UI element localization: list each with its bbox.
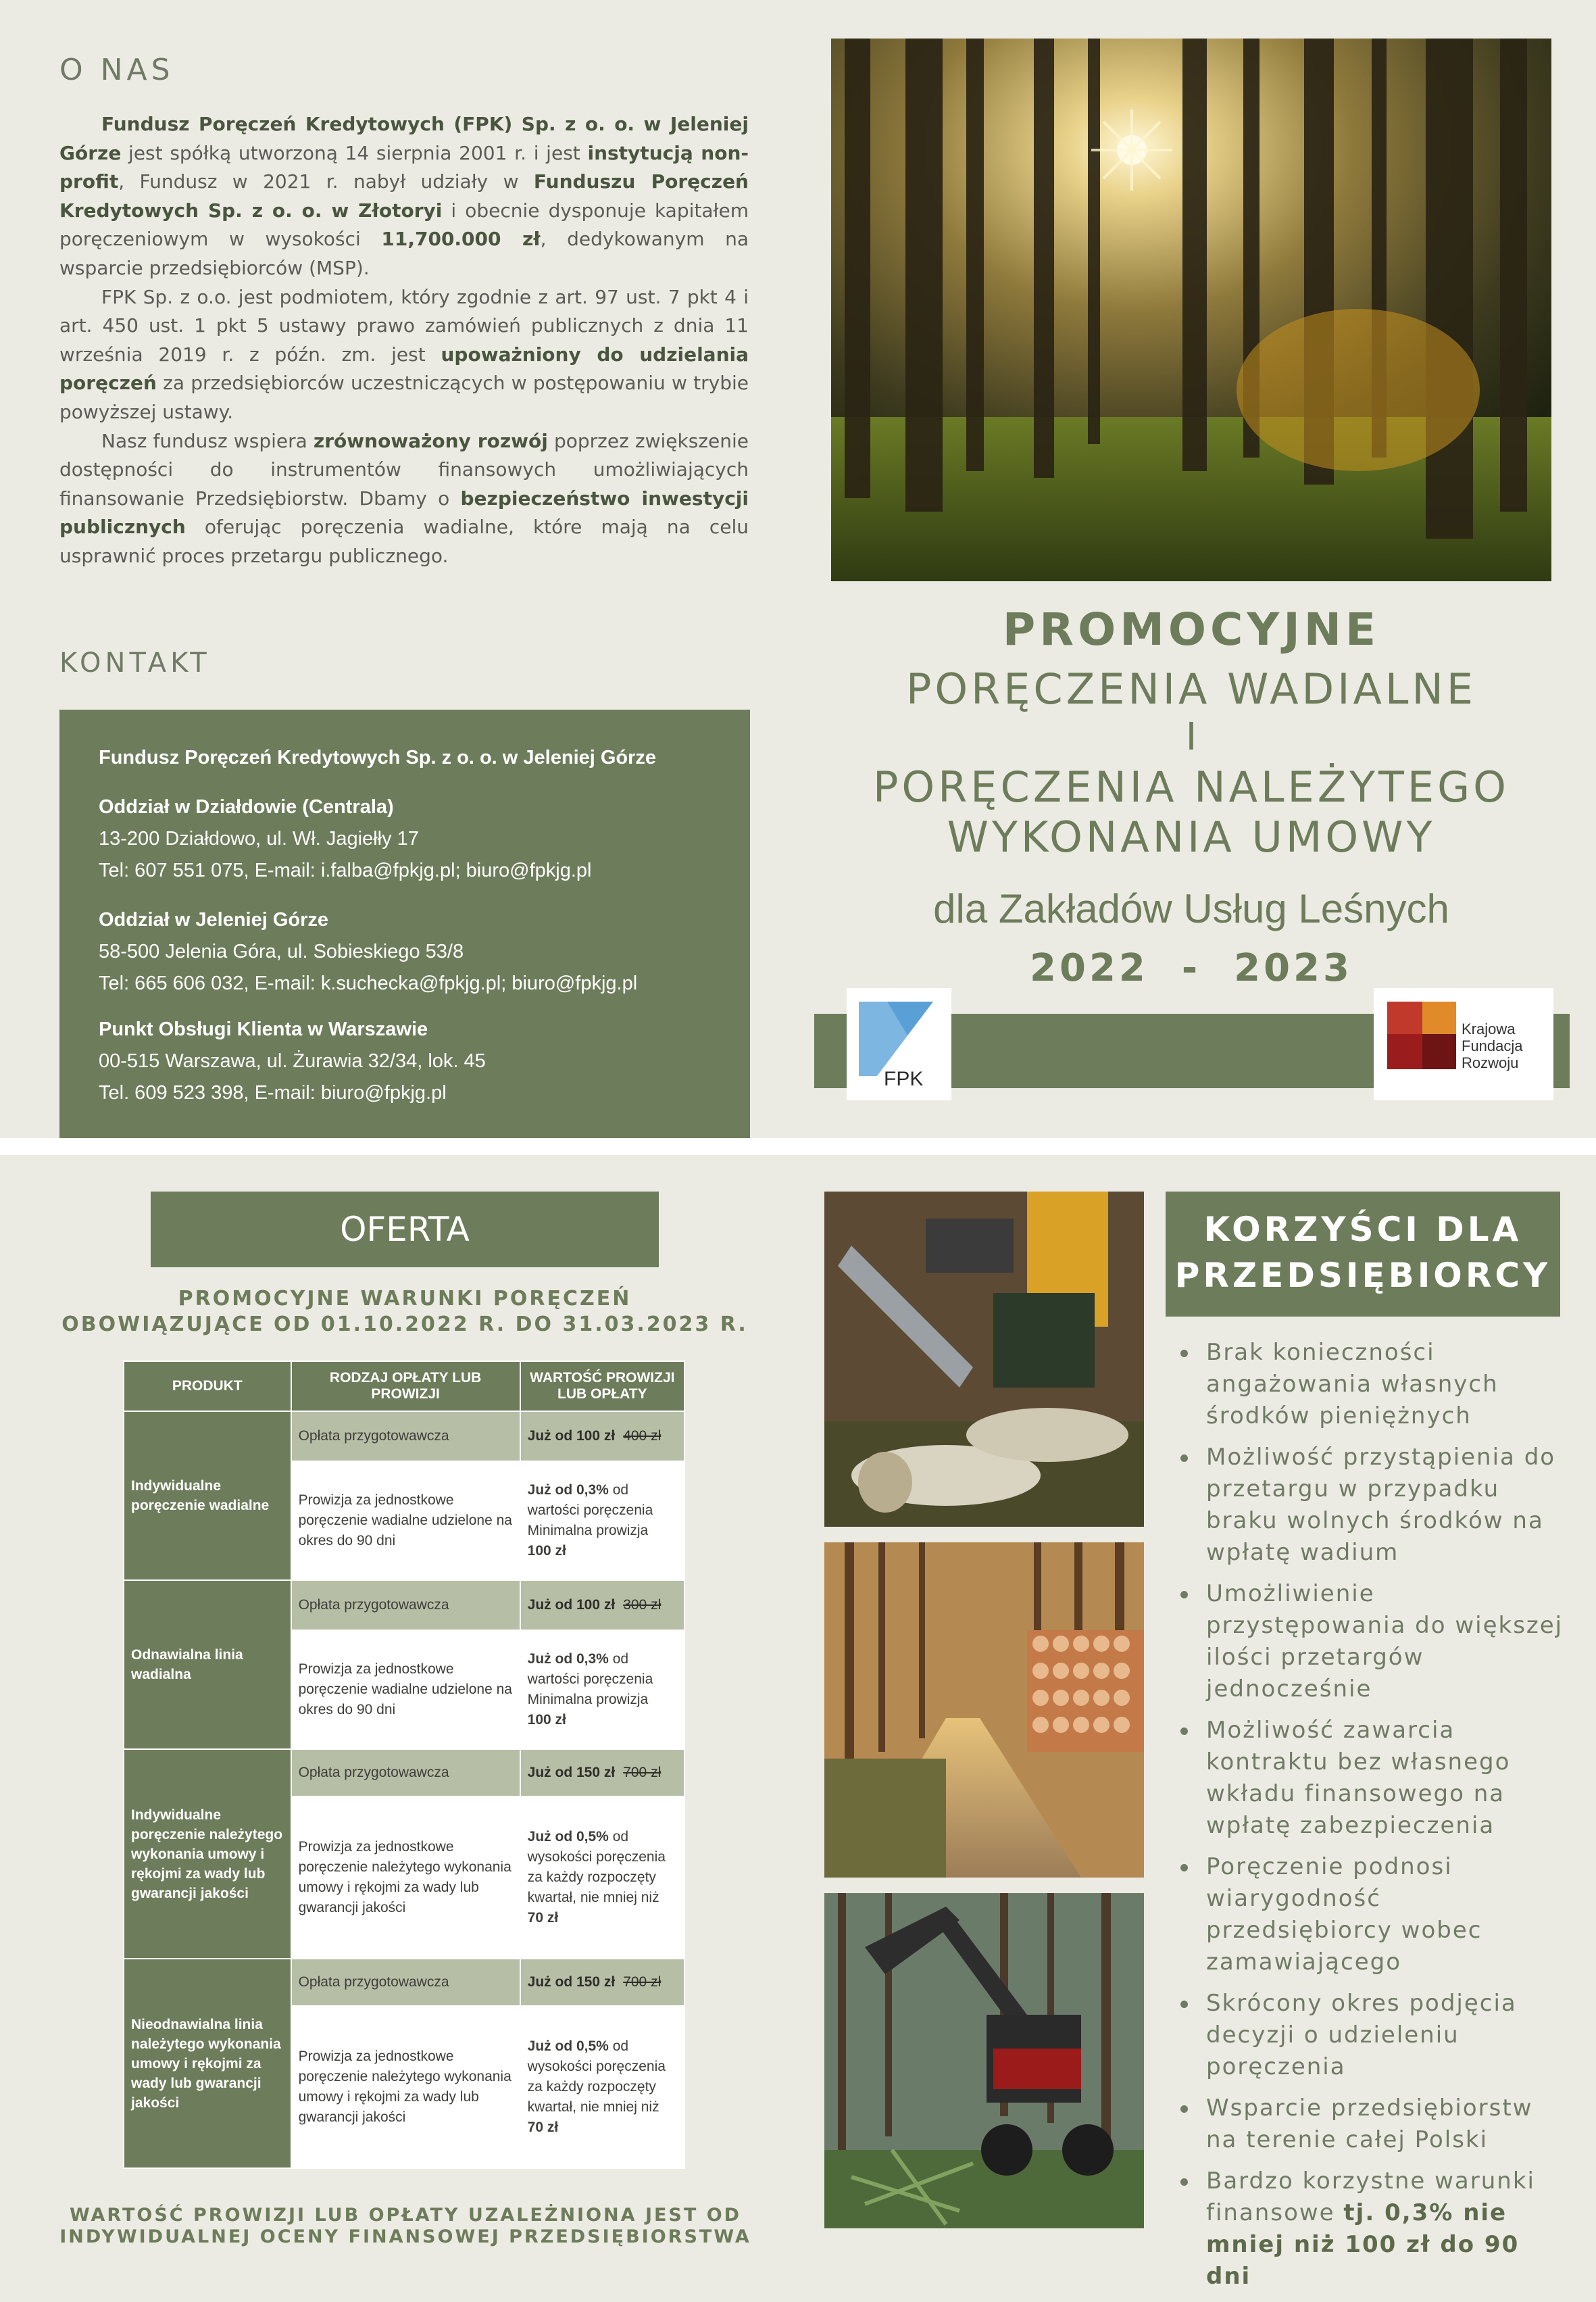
benefit-highlight: tj. 0,3% nie mniej niż 100 zł do 90 dni <box>1206 2199 1520 2290</box>
benefit-text: Bardzo korzystne warunki finansowe <box>1206 2168 1535 2226</box>
commission-min: 70 zł <box>527 1910 559 1926</box>
branch-address: 00-515 Warszawa, ul. Żurawia 32/34, lok. 45 <box>99 1050 486 1072</box>
about-bold: instytucją non-profit <box>59 141 749 193</box>
fpk-logo <box>847 988 951 1100</box>
footer-note-line: INDYWIDUALNEJ OCENY FINANSOWEJ PRZEDSIĘBIORSTWA <box>59 2226 751 2247</box>
benefit-item <box>1172 1851 1564 1978</box>
benefit-text: Skrócony okres podjęcia decyzji o udzieleniu poręczenia <box>1206 1990 1517 2080</box>
kfr-text-line: Fundacja <box>1462 1037 1523 1054</box>
bullet-icon <box>1180 1864 1188 1871</box>
forest-road-photo <box>824 1542 1144 1878</box>
hero-years: 2022 - 2023 <box>1030 946 1353 990</box>
commission-rate: Już od 0,5% <box>527 1829 609 1844</box>
commission-min: 100 zł <box>527 1543 566 1559</box>
branch-phone[interactable]: Tel. 609 523 398, E-mail: biuro@fpkjg.pl <box>99 1082 447 1104</box>
about-text-span: jest spółką utworzoną 14 sierpnia 2001 r. i jest <box>121 141 588 164</box>
fpk-logo-text: FPK <box>884 1068 924 1090</box>
kfr-text-line: Krajowa <box>1462 1021 1516 1037</box>
product-name: Nieodnawialna linia należytego wykonania umowy i rękojmi za wady lub gwarancji jakości <box>124 1959 291 2168</box>
commission-label: Prowizja za jednostkowe poręczenie wadialne udzielone na okres do 90 dni <box>291 1461 520 1580</box>
about-heading: O NAS <box>59 53 174 87</box>
contact-box <box>59 710 750 1139</box>
commission-value <box>520 1461 684 1580</box>
fee-new: Już od 150 zł <box>527 1974 616 1990</box>
fee-old: 400 zł <box>623 1428 662 1444</box>
kfr-logo <box>1374 988 1553 1100</box>
about-text <box>59 110 749 571</box>
offer-title: OFERTA <box>151 1192 659 1267</box>
about-text-span: oferując poręczenia wadialne, które mają na celu usprawnić proces przetargu publicznego. <box>59 516 749 567</box>
commission-text: od wartości poręczenia Minimalna prowizja <box>527 1651 653 1707</box>
contact-heading: KONTAKT <box>59 647 211 679</box>
benefits-list <box>1172 1337 1564 2302</box>
offer-table <box>123 1361 685 2169</box>
forest-photo <box>831 39 1551 581</box>
fee-new: Już od 100 zł <box>527 1597 616 1613</box>
benefit-item <box>1172 1442 1564 1569</box>
fee-label: Opłata przygotowawcza <box>291 1580 520 1630</box>
product-name: Indywidualne poręczenie wadialne <box>124 1411 291 1580</box>
branch-phone[interactable]: Tel: 665 606 032, E-mail: k.suchecka@fpkjg.pl; biuro@fpkjg.pl <box>99 973 638 994</box>
benefit-text: Umożliwienie przystępowania do większej ilości przetargów jednocześnie <box>1206 1580 1564 1703</box>
fee-label: Opłata przygotowawcza <box>291 1411 520 1461</box>
commission-label: Prowizja za jednostkowe poręczenie należytego wykonania umowy i rękojmi za wady lub gwarancji jakości <box>291 2006 520 2168</box>
branch-name: Oddział w Działdowie (Centrala) <box>99 796 394 818</box>
product-name: Odnawialna linia wadialna <box>124 1580 291 1749</box>
fee-new: Już od 100 zł <box>527 1428 616 1444</box>
hero-title-line4: PORĘCZENIA NALEŻYTEGO <box>873 762 1510 812</box>
commission-min: 70 zł <box>527 2120 559 2135</box>
fee-old: 700 zł <box>623 1765 662 1780</box>
footer-note-line: WARTOŚĆ PROWIZJI LUB OPŁATY UZALEŻNIONA JEST OD <box>69 2205 742 2226</box>
chainsaw-photo <box>824 1192 1144 1527</box>
page-divider <box>0 1138 1596 1155</box>
table-row <box>124 1411 684 1461</box>
fee-new: Już od 150 zł <box>527 1765 616 1780</box>
about-text-span: FPK Sp. z o.o. jest podmiotem, który zgodnie z art. 97 ust. 7 pkt 4 i art. 450 ust. 1 pkt 5 ustawy prawo zamówień publicznych z dnia 11 września 2019 r. z późn. zm. jest <box>59 285 749 366</box>
commission-text: od wartości poręczenia Minimalna prowizja <box>527 1482 653 1538</box>
benefit-item <box>1172 1337 1564 1432</box>
branch-phone[interactable]: Tel: 607 551 075, E-mail: i.falba@fpkjg.pl; biuro@fpkjg.pl <box>99 860 592 881</box>
commission-label: Prowizja za jednostkowe poręczenie wadialne udzielone na okres do 90 dni <box>291 1630 520 1749</box>
about-text-span: , Fundusz w 2021 r. nabył udziały w <box>118 170 534 193</box>
fee-label: Opłata przygotowawcza <box>291 1959 520 2006</box>
benefit-text: Wsparcie przedsiębiorstw na terenie całej Polski <box>1206 2095 1533 2153</box>
kfr-logo-text <box>1462 1021 1523 1071</box>
about-text-span: za przedsiębiorców uczestniczących w postępowaniu w trybie powyższej ustawy. <box>59 372 749 423</box>
bullet-icon <box>1180 2178 1188 2186</box>
harvester-photo <box>824 1893 1144 2228</box>
fee-value <box>520 1959 684 2006</box>
about-text-span: i obecnie dysponuje kapitałem poręczeniowym w wysokości <box>59 199 749 251</box>
commission-min: 100 zł <box>527 1712 566 1728</box>
branch-address: 58-500 Jelenia Góra, ul. Sobieskiego 53/8 <box>99 941 464 962</box>
table-row <box>124 1959 684 2006</box>
commission-rate: Już od 0,3% <box>527 1651 609 1667</box>
commission-value <box>520 1796 684 1959</box>
promo-line: PROMOCYJNE WARUNKI PORĘCZEŃ <box>178 1287 632 1311</box>
about-text-span: Nasz fundusz wspiera <box>101 429 314 452</box>
kfr-text-line: Rozwoju <box>1462 1054 1519 1071</box>
benefit-text: Możliwość przystąpienia do przetargu w przypadku braku wolnych środków na wpłatę wadium <box>1206 1444 1556 1566</box>
benefit-item <box>1172 1988 1564 2083</box>
commission-value <box>520 1630 684 1749</box>
product-name: Indywidualne poręczenie należytego wykonania umowy i rękojmi za wady lub gwarancji jakości <box>124 1749 291 1959</box>
about-fpk-name: Fundusz Poręczeń Kredytowych (FPK) Sp. z o. o. w Jeleniej Górze <box>59 113 749 164</box>
about-text-span: poprzez zwiększenie dostępności do instrumentów finansowych umożliwiających finansowanie Przedsiębiorstw. Dbamy o <box>59 429 749 510</box>
fee-value <box>520 1749 684 1796</box>
benefits-title-line: KORZYŚCI DLA <box>1203 1210 1522 1249</box>
about-capital: 11,700.000 zł <box>381 228 541 251</box>
branch-address: 13-200 Działdowo, ul. Wł. Jagiełły 17 <box>99 828 419 850</box>
offer-footer-note <box>41 2205 770 2248</box>
hero-title-line1: PROMOCYJNE <box>1002 604 1380 656</box>
col-header-fee-type: RODZAJ OPŁATY LUB PROWIZJI <box>291 1361 520 1411</box>
benefit-text: Brak konieczności angażowania własnych środków pieniężnych <box>1206 1339 1499 1429</box>
about-bold: upoważniony do udzielania poręczeń <box>59 343 749 395</box>
table-row <box>124 1580 684 1630</box>
table-row <box>124 1749 684 1796</box>
promo-line: OBOWIĄZUJĄCE OD 01.10.2022 R. DO 31.03.2023 R. <box>61 1313 748 1336</box>
commission-label: Prowizja za jednostkowe poręczenie należytego wykonania umowy i rękojmi za wady lub gwarancji jakości <box>291 1796 520 1959</box>
hero-title-line3: I <box>1185 715 1197 759</box>
benefit-item <box>1172 1715 1564 1842</box>
fee-label: Opłata przygotowawcza <box>291 1749 520 1796</box>
bullet-icon <box>1180 1350 1188 1357</box>
benefit-item <box>1172 1578 1564 1705</box>
about-bold: zrównoważony rozwój <box>313 429 548 452</box>
bullet-icon <box>1180 1454 1188 1462</box>
table-header-row <box>124 1361 684 1411</box>
fee-value <box>520 1580 684 1630</box>
benefit-text: Możliwość zawarcia kontraktu bez własnego wkładu finansowego na wpłatę zabezpieczenia <box>1206 1717 1511 1839</box>
about-bold: bezpieczeństwo inwestycji publicznych <box>59 487 749 539</box>
fee-old: 700 zł <box>623 1974 662 1990</box>
fee-value <box>520 1411 684 1461</box>
about-text-span: , dedykowanym na wsparcie przedsiębiorców (MSP). <box>59 228 749 279</box>
bullet-icon <box>1180 2105 1188 2113</box>
hero-title-line5: WYKONANIA UMOWY <box>947 812 1436 862</box>
commission-text: od wysokości poręczenia za każdy rozpoczęty kwartał, nie mniej niż <box>527 2038 666 2115</box>
bullet-icon <box>1180 1591 1188 1598</box>
col-header-product: PRODUKT <box>124 1361 291 1411</box>
commission-rate: Już od 0,3% <box>527 1482 609 1498</box>
bullet-icon <box>1180 1728 1188 1735</box>
benefits-title <box>1166 1192 1560 1317</box>
branch-name: Oddział w Jeleniej Górze <box>99 909 329 931</box>
commission-text: od wysokości poręczenia za każdy rozpoczęty kwartał, nie mniej niż <box>527 1829 666 1905</box>
benefit-item <box>1172 2165 1564 2293</box>
hero-subtitle: dla Zakładów Usług Leśnych <box>933 886 1449 931</box>
about-bold: Funduszu Poręczeń Kredytowych Sp. z o. o. w Złotoryi <box>59 170 749 222</box>
promo-conditions <box>59 1286 750 1338</box>
col-header-value: WARTOŚĆ PROWIZJI LUB OPŁATY <box>520 1361 684 1411</box>
kfr-logo-mark <box>1380 996 1462 1077</box>
benefits-title-line: PRZEDSIĘBIORCY <box>1174 1256 1551 1295</box>
benefit-item <box>1172 2092 1564 2156</box>
benefit-text: Poręczenie podnosi wiarygodność przedsiębiorcy wobec zamawiającego <box>1206 1853 1482 1976</box>
fee-old: 300 zł <box>623 1597 662 1613</box>
commission-value <box>520 2006 684 2168</box>
bullet-icon <box>1180 2001 1188 2008</box>
contact-company: Fundusz Poręczeń Kredytowych Sp. z o. o. w Jeleniej Górze <box>99 747 657 768</box>
commission-rate: Już od 0,5% <box>527 2038 609 2054</box>
hero-title-line2: PORĘCZENIA WADIALNE <box>905 664 1477 714</box>
branch-name: Punkt Obsługi Klienta w Warszawie <box>99 1019 428 1040</box>
